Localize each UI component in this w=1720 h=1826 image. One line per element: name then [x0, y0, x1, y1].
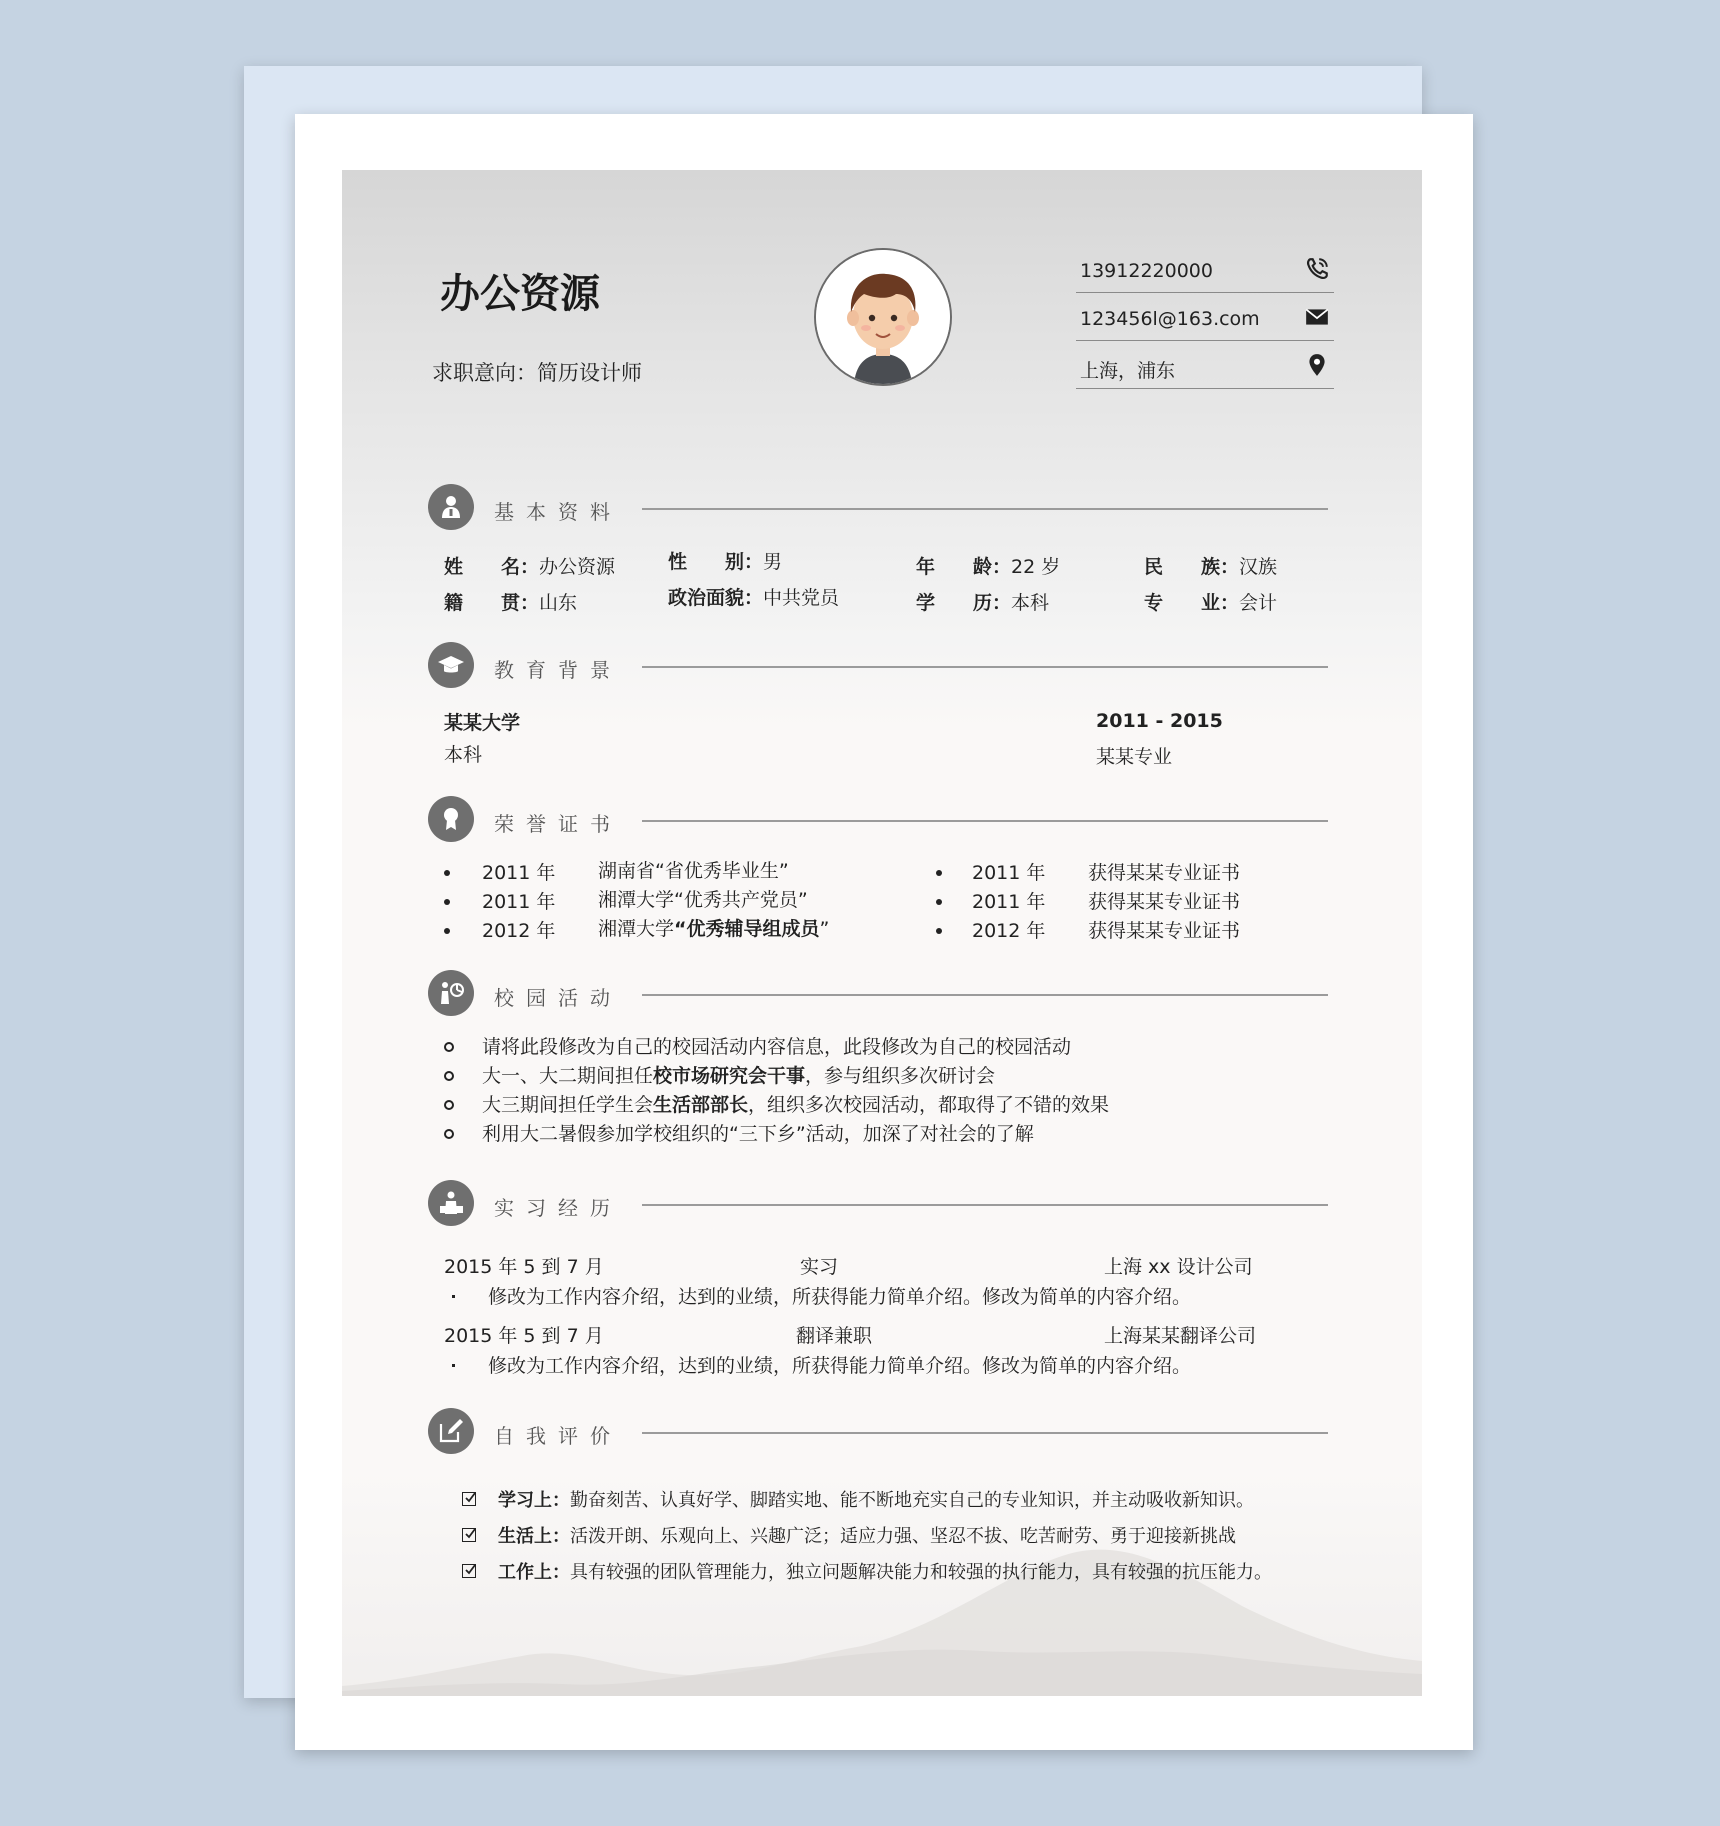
honor-year: 2011 年: [482, 862, 556, 884]
field-ethnicity: 民 族：汉族: [1144, 556, 1278, 578]
bullet: [444, 870, 450, 876]
self-eval-item: 工作上：具有较强的团队管理能力，独立问题解决能力和较强的执行能力，具有较强的抗压能力。: [498, 1562, 1272, 1583]
intern-role: 翻译兼职: [796, 1325, 873, 1347]
section-internship: [428, 1180, 1328, 1228]
checkbox-icon: [462, 1564, 476, 1578]
honor-item: 湘潭大学“优秀共产党员”: [598, 889, 808, 911]
intern-company: 上海 xx 设计公司: [1104, 1256, 1253, 1278]
mail-icon: [1304, 304, 1330, 330]
honor-item: 获得某某专业证书: [1088, 891, 1241, 913]
self-eval-item: 生活上：活泼开朗、乐观向上、兴趣广泛；适应力强、坚忍不拔、吃苦耐劳、勇于迎接新挑战: [498, 1526, 1236, 1547]
section-basic-info: [428, 484, 1328, 532]
campus-item: 大一、大二期间担任校市场研究会干事，参与组织多次研讨会: [482, 1065, 996, 1087]
section-divider: [642, 508, 1328, 510]
person-icon: [428, 484, 474, 530]
field-political: 政治面貌：中共党员: [668, 587, 840, 609]
campus-item: 利用大二暑假参加学校组织的“三下乡”活动，加深了对社会的了解: [482, 1123, 1034, 1145]
bullet: [444, 1071, 454, 1081]
contact-email: [1076, 294, 1334, 341]
field-origin: 籍 贯：山东: [444, 592, 578, 614]
award-icon: [428, 796, 474, 842]
section-campus: [428, 970, 1328, 1018]
bullet: [444, 1129, 454, 1139]
bullet: [444, 928, 450, 934]
bullet: [444, 1042, 454, 1052]
section-title: 教育背景: [494, 658, 622, 682]
job-intent: 求职意向：简历设计师: [432, 361, 642, 385]
section-divider: [642, 1204, 1328, 1206]
honor-item: 获得某某专业证书: [1088, 862, 1241, 884]
campus-item: 大三期间担任学生会生活部部长，组织多次校园活动，都取得了不错的效果: [482, 1094, 1110, 1116]
intern-desc: 修改为工作内容介绍，达到的业绩，所获得能力简单介绍。修改为简单的内容介绍。: [488, 1286, 1192, 1308]
bullet: [936, 928, 942, 934]
applicant-name: 办公资源: [440, 271, 600, 317]
honor-item: 湘潭大学“优秀辅导组成员”: [598, 918, 830, 940]
section-title: 自我评价: [494, 1424, 622, 1448]
intern-period: 2015 年 5 到 7 月: [444, 1325, 604, 1347]
worker-icon: [428, 1180, 474, 1226]
section-divider: [642, 1432, 1328, 1434]
honor-year: 2012 年: [972, 920, 1046, 942]
phone-icon: [1304, 256, 1330, 282]
graduation-cap-icon: [428, 642, 474, 688]
section-title: 荣誉证书: [494, 812, 622, 836]
honor-year: 2011 年: [972, 862, 1046, 884]
honor-item: 获得某某专业证书: [1088, 920, 1241, 942]
self-eval-item: 学习上：勤奋刻苦、认真好学、脚踏实地、能不断地充实自己的专业知识，并主动吸收新知识。: [498, 1490, 1254, 1511]
section-title: 基本资料: [494, 500, 622, 524]
field-degree: 学 历：本科: [916, 592, 1050, 614]
bullet: [444, 1100, 454, 1110]
honor-year: 2011 年: [482, 891, 556, 913]
honor-year: 2011 年: [972, 891, 1046, 913]
section-divider: [642, 994, 1328, 996]
section-self-evaluation: [428, 1408, 1328, 1456]
campus-item: 请将此段修改为自己的校园活动内容信息，此段修改为自己的校园活动: [482, 1036, 1072, 1058]
edit-icon: [428, 1408, 474, 1454]
section-divider: [642, 820, 1328, 822]
field-gender: 性 别：男: [668, 551, 783, 573]
section-title: 实习经历: [494, 1196, 622, 1220]
intern-role: 实习: [800, 1256, 839, 1278]
location-pin-icon: [1304, 352, 1330, 378]
field-age: 年 龄：22 岁: [916, 556, 1061, 578]
section-divider: [642, 666, 1328, 668]
honor-year: 2012 年: [482, 920, 556, 942]
section-title: 校园活动: [494, 986, 622, 1010]
field-major: 专 业：会计: [1144, 592, 1278, 614]
honor-item: 湖南省“省优秀毕业生”: [598, 860, 789, 882]
intern-desc: 修改为工作内容介绍，达到的业绩，所获得能力简单介绍。修改为简单的内容介绍。: [488, 1355, 1192, 1377]
contact-location: [1076, 342, 1334, 389]
bullet: [452, 1295, 455, 1298]
school-name: 某某大学: [444, 712, 521, 734]
intern-company: 上海某某翻译公司: [1104, 1325, 1257, 1347]
bullet: [936, 870, 942, 876]
resume-page: [342, 170, 1422, 1696]
field-name: 姓 名：办公资源: [444, 556, 616, 578]
location-text: 上海，浦东: [1080, 360, 1176, 382]
section-honors: [428, 796, 1328, 844]
bullet: [452, 1364, 455, 1367]
school-years: 2011 - 2015: [1096, 710, 1223, 732]
avatar-illustration: [816, 250, 950, 384]
section-education: [428, 642, 1328, 690]
phone-number: 13912220000: [1080, 260, 1213, 282]
school-major: 某某专业: [1096, 746, 1173, 768]
contact-phone: [1076, 246, 1334, 293]
bullet: [444, 899, 450, 905]
school-degree: 本科: [444, 744, 483, 766]
checkbox-icon: [462, 1528, 476, 1542]
avatar: [814, 248, 952, 386]
intern-period: 2015 年 5 到 7 月: [444, 1256, 604, 1278]
checkbox-icon: [462, 1492, 476, 1506]
campus-activity-icon: [428, 970, 474, 1016]
email-address: 123456l@163.com: [1080, 308, 1260, 330]
bullet: [936, 899, 942, 905]
